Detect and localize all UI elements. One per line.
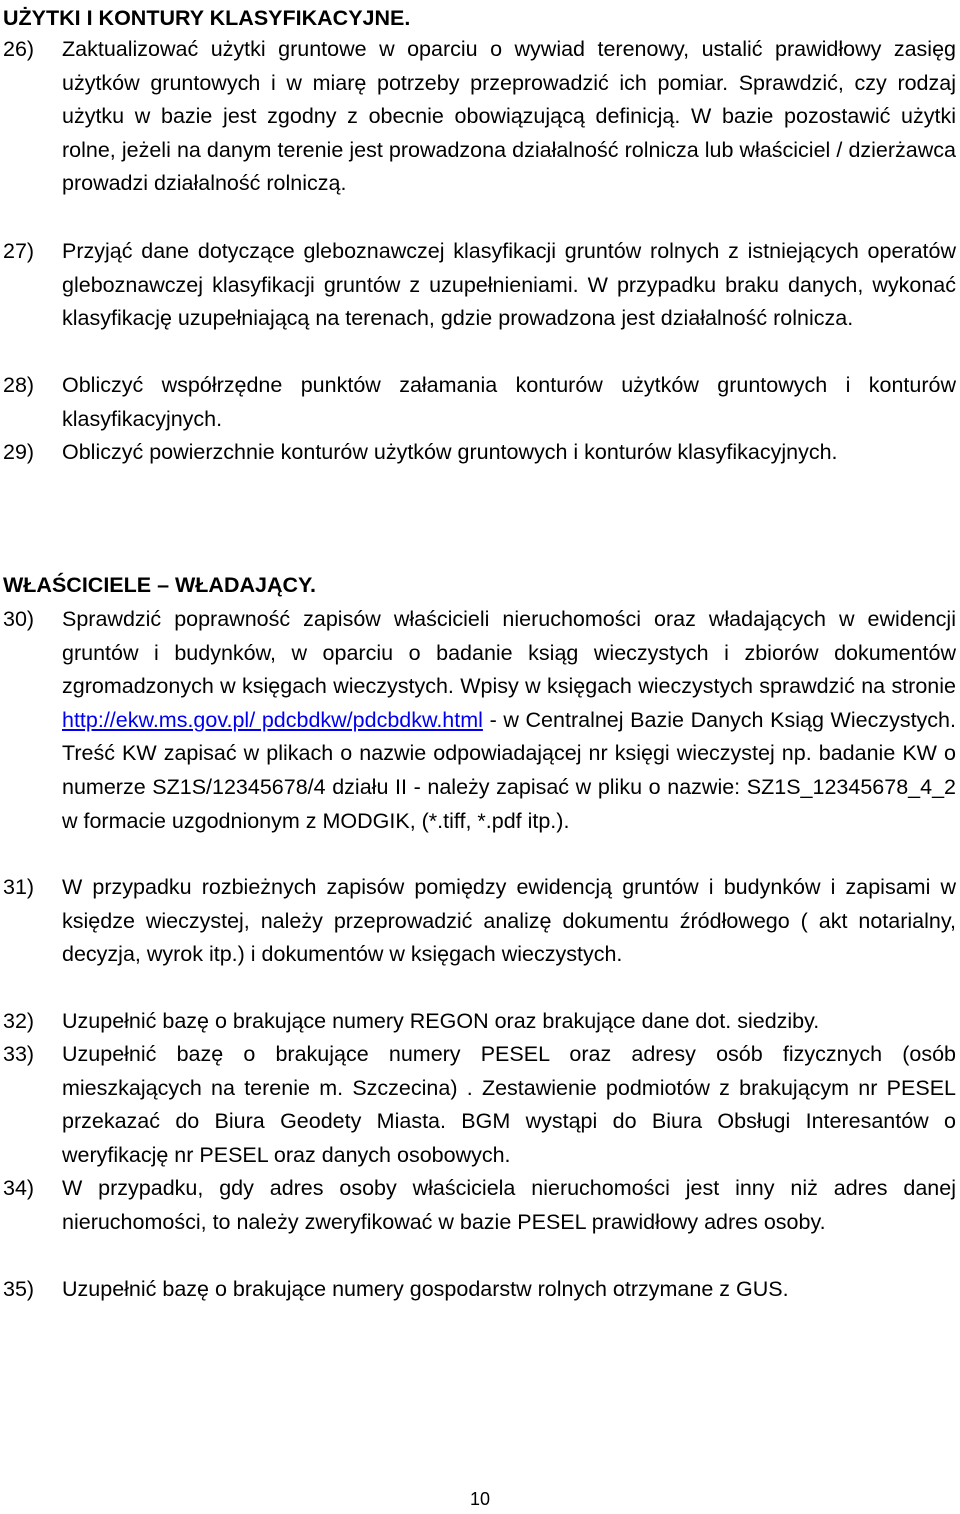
item-number: 35) xyxy=(3,1277,35,1301)
item-text: Uzupełnić bazę o brakujące numery REGON oraz brakujące dane dot. siedziby. xyxy=(62,1009,820,1033)
item-number: 26) xyxy=(3,37,35,61)
item-text: Obliczyć współrzędne punktów załamania konturów użytków gruntowych i konturów klasyfikacyjnych. xyxy=(62,373,956,431)
section-heading-owners: WŁAŚCICIELE – WŁADAJĄCY. xyxy=(3,573,316,597)
item-text-part: - w Centralnej Bazie Danych Ksiąg Wieczystych. Treść KW zapisać w plikach o nazwie odpowiadającej nr księgi wieczystej np. badanie KW o numerze SZ1S/12345678/4 działu II - należy zapisać w pliku o nazwie: SZ1S_12345678_4_2 w formacie uzgodnionym z MODGIK, (*.tiff, *.pdf itp.). xyxy=(62,707,956,833)
item-text: Przyjąć dane dotyczące gleboznawczej klasyfikacji gruntów rolnych z istniejących operatów gleboznawczej klasyfikacji gruntów z uzupełnieniami. W przypadku braku danych, wykonać klasyfikację uzupełniającą na terenach, gdzie prowadzona jest działalność rolnicza. xyxy=(62,239,956,331)
item-text: Uzupełnić bazę o brakujące numery gospodarstw rolnych otrzymane z GUS. xyxy=(62,1277,789,1301)
item-number: 32) xyxy=(3,1009,35,1033)
list-item-27 xyxy=(3,235,956,336)
item-number: 30) xyxy=(3,607,35,631)
item-text: Obliczyć powierzchnie konturów użytków gruntowych i konturów klasyfikacyjnych. xyxy=(62,440,838,464)
list-item-33 xyxy=(3,1038,956,1172)
item-number: 33) xyxy=(3,1042,35,1066)
item-text: W przypadku, gdy adres osoby właściciela nieruchomości jest inny niż adres danej nieruchomości, to należy zweryfikować w bazie PESEL prawidłowy adres osoby. xyxy=(62,1176,956,1234)
item-number: 34) xyxy=(3,1176,35,1200)
list-item-31 xyxy=(3,871,956,972)
item-text: W przypadku rozbieżnych zapisów pomiędzy ewidencją gruntów i budynków i zapisami w księdze wieczystej, należy przeprowadzić analizę dokumentu źródłowego ( akt notarialny, decyzja, wyrok itp.) i dokumentów w księgach wieczystych. xyxy=(62,875,956,967)
item-text-part: Sprawdzić poprawność zapisów właścicieli nieruchomości oraz władających w ewidencji gruntów i budynków, w oparciu o badanie ksiąg wieczystych i zbiorów dokumentów zgromadzonych w księgach wieczystych. Wpisy w księgach wieczystych sprawdzić na stronie xyxy=(62,607,956,699)
list-item-35 xyxy=(3,1273,956,1307)
ekw-link[interactable]: http://ekw.ms.gov.pl/ pdcbdkw/pdcbdkw.html xyxy=(62,707,483,732)
list-item-28 xyxy=(3,369,956,436)
list-item-26 xyxy=(3,33,956,201)
list-item-29 xyxy=(3,436,956,470)
item-number: 31) xyxy=(3,875,35,899)
item-text: Uzupełnić bazę o brakujące numery PESEL oraz adresy osób fizycznych (osób mieszkających na terenie m. Szczecina) . Zestawienie podmiotów z brakującym nr PESEL przekazać do Biura Geodety Miasta. BGM wystąpi do Biura Obsługi Interesantów o weryfikację nr PESEL oraz danych osobowych. xyxy=(62,1042,956,1167)
section-heading-land-use: UŻYTKI I KONTURY KLASYFIKACYJNE. xyxy=(3,6,411,30)
list-item-32 xyxy=(3,1005,956,1039)
item-text xyxy=(62,603,956,838)
list-item-30 xyxy=(3,603,956,838)
item-number: 27) xyxy=(3,239,35,263)
list-item-34 xyxy=(3,1172,956,1239)
page-number: 10 xyxy=(469,1489,491,1509)
item-number: 29) xyxy=(3,440,35,464)
item-text: Zaktualizować użytki gruntowe w oparciu o wywiad terenowy, ustalić prawidłowy zasięg użytków gruntowych i w miarę potrzeby przeprowadzić ich pomiar. Sprawdzić, czy rodzaj użytku w bazie jest zgodny z obecnie obowiązującą definicją. W bazie pozostawić użytki rolne, jeżeli na danym terenie jest prowadzona działalność rolnicza lub właściciel / dzierżawca prowadzi działalność rolniczą. xyxy=(62,37,956,196)
item-number: 28) xyxy=(3,373,35,397)
